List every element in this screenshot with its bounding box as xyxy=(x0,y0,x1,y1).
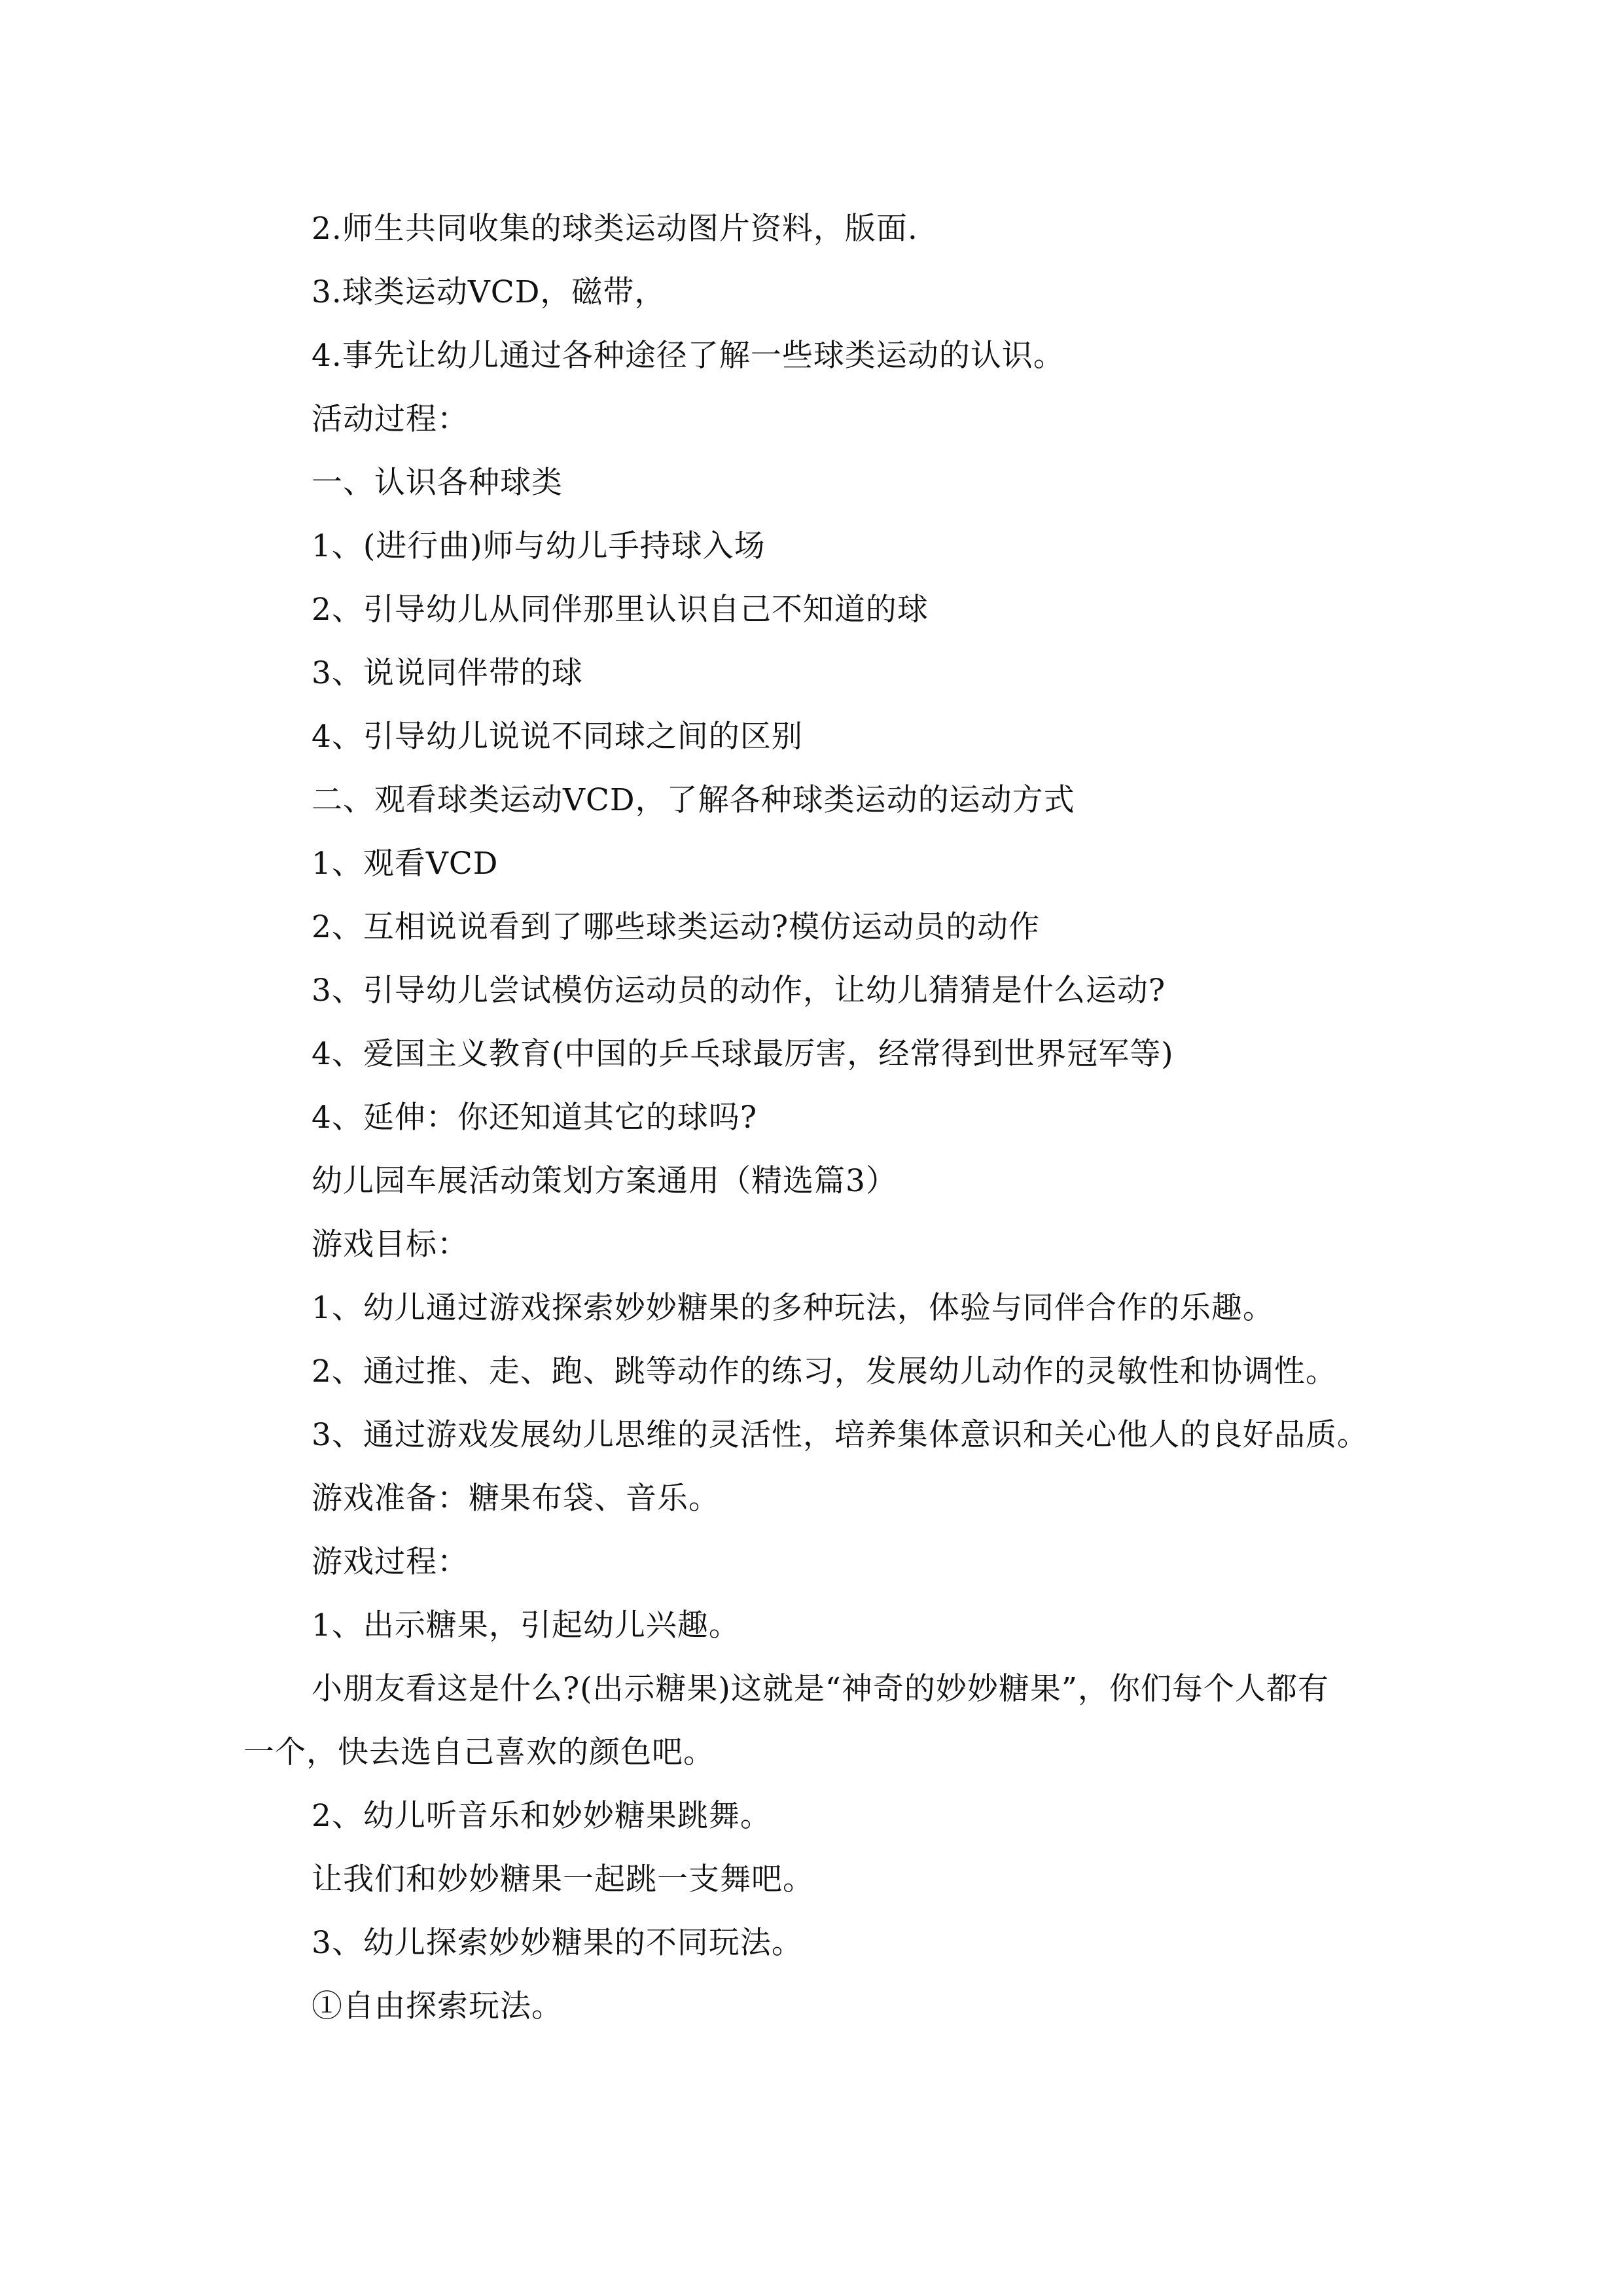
text-line: 4、引导幼儿说说不同球之间的区别 xyxy=(312,719,803,755)
text-line: 2.师生共同收集的球类运动图片资料，版面. xyxy=(312,211,918,247)
text-line: 1、观看VCD xyxy=(312,846,499,882)
text-line: 3.球类运动VCD，磁带， xyxy=(312,274,666,310)
text-line: 4、延伸：你还知道其它的球吗? xyxy=(312,1100,758,1136)
text-line: ①自由探索玩法。 xyxy=(312,1988,563,2024)
text-line: 3、通过游戏发展幼儿思维的灵活性，培养集体意识和关心他人的良好品质。 xyxy=(312,1417,1368,1453)
text-line: 4.事先让幼儿通过各种途径了解一些球类运动的认识。 xyxy=(312,338,1065,374)
text-line: 2、通过推、走、跑、跳等动作的练习，发展幼儿动作的灵敏性和协调性。 xyxy=(312,1354,1337,1390)
text-line: 2、幼儿听音乐和妙妙糖果跳舞。 xyxy=(312,1798,772,1834)
text-line: 1、出示糖果，引起幼儿兴趣。 xyxy=(312,1607,740,1643)
text-line: 3、说说同伴带的球 xyxy=(312,655,583,691)
text-line: 4、爱国主义教育(中国的乒乓球最厉害，经常得到世界冠军等) xyxy=(312,1036,1174,1072)
text-line: 让我们和妙妙糖果一起跳一支舞吧。 xyxy=(312,1861,814,1897)
section-label: 游戏过程： xyxy=(312,1544,469,1580)
text-line: 2、引导幼儿从同伴那里认识自己不知道的球 xyxy=(312,592,929,628)
text-line: 游戏准备：糖果布袋、音乐。 xyxy=(312,1480,720,1516)
section-label: 活动过程： xyxy=(312,401,469,437)
section-heading: 一、认识各种球类 xyxy=(312,465,563,501)
section-heading: 二、观看球类运动VCD，了解各种球类运动的运动方式 xyxy=(312,782,1075,818)
section-label: 游戏目标： xyxy=(312,1227,469,1263)
text-line: 1、幼儿通过游戏探索妙妙糖果的多种玩法，体验与同伴合作的乐趣。 xyxy=(312,1290,1274,1326)
text-line: 1、(进行曲)师与幼儿手持球入场 xyxy=(312,528,766,564)
article-title: 幼儿园车展活动策划方案通用（精选篇3） xyxy=(312,1163,897,1199)
text-line-continuation: 一个，快去选自己喜欢的颜色吧。 xyxy=(243,1734,715,1770)
text-line: 3、幼儿探索妙妙糖果的不同玩法。 xyxy=(312,1925,803,1961)
text-line: 2、互相说说看到了哪些球类运动?模仿运动员的动作 xyxy=(312,909,1041,945)
text-line: 小朋友看这是什么?(出示糖果)这就是“神奇的妙妙糖果”，你们每个人都有 xyxy=(312,1671,1329,1707)
text-line: 3、引导幼儿尝试模仿运动员的动作，让幼儿猜猜是什么运动? xyxy=(312,973,1166,1009)
